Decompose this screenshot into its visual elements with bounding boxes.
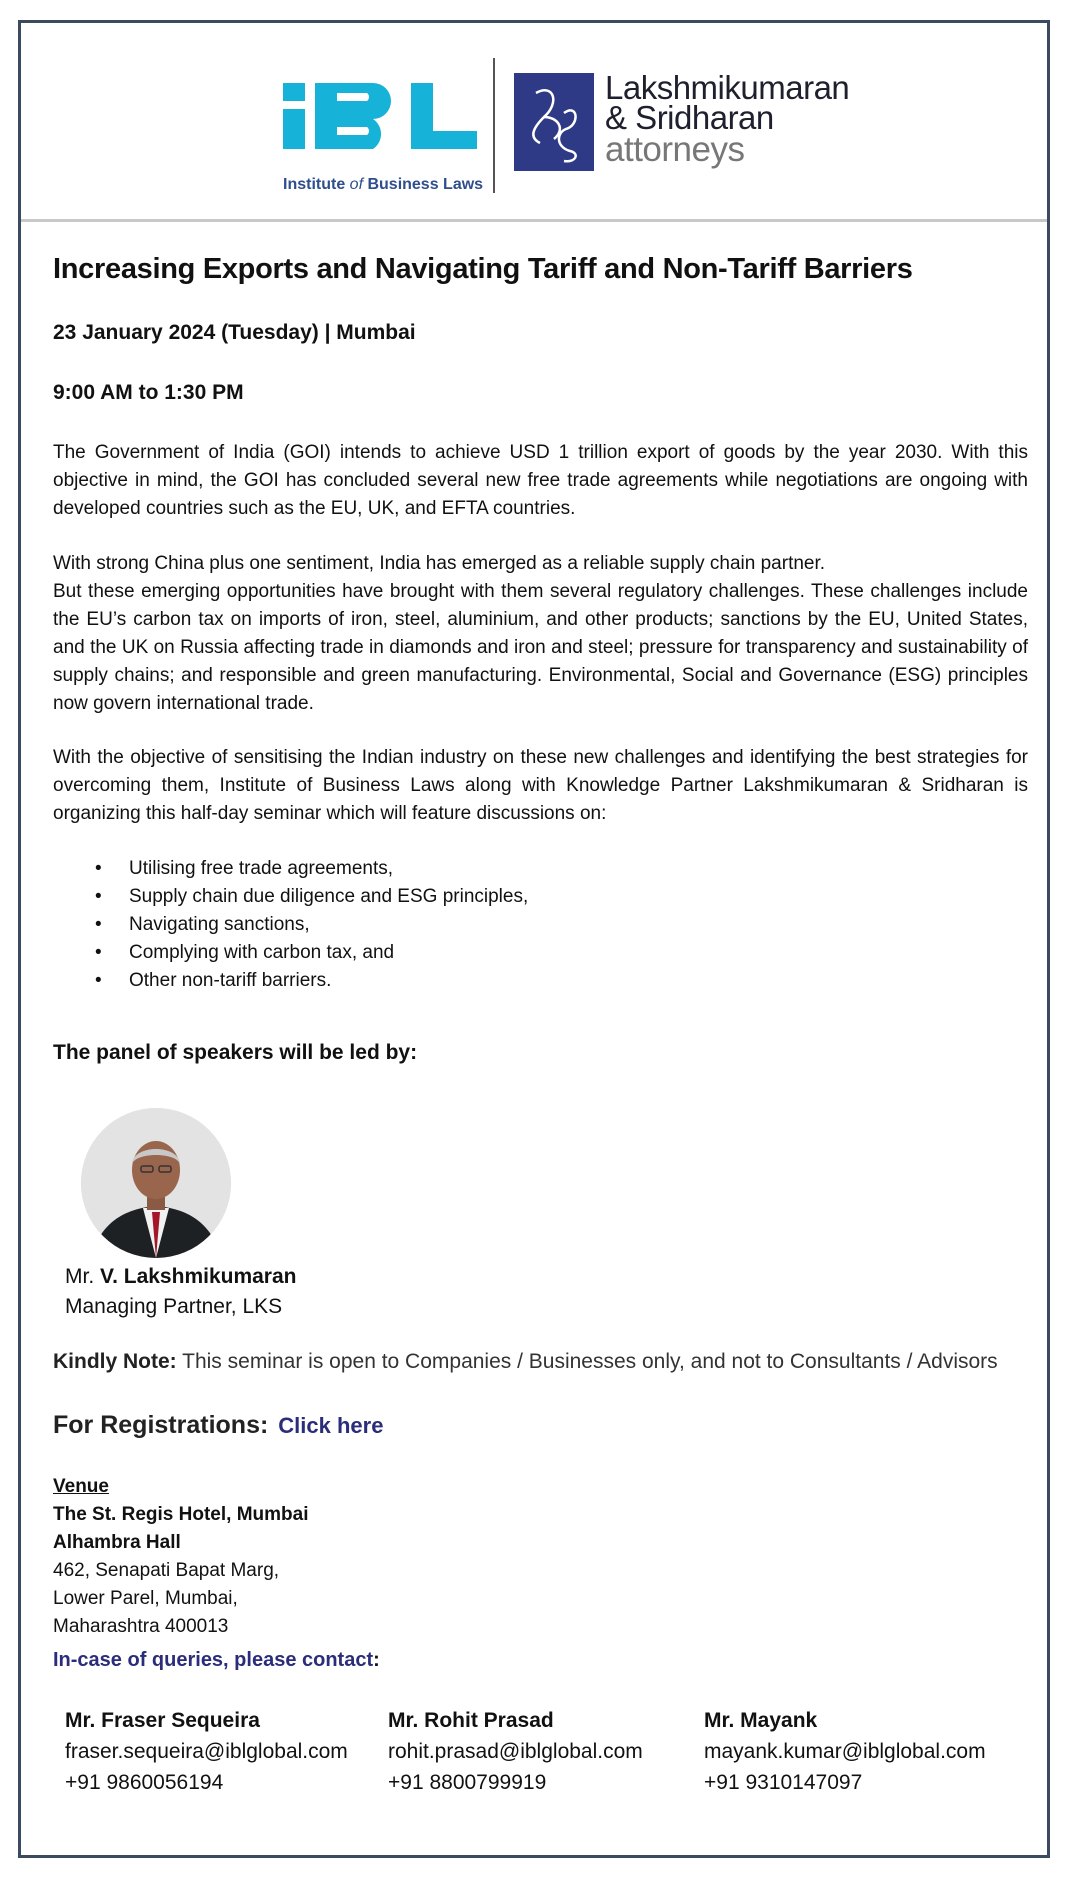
- ibl-logo-mark-icon: [283, 73, 483, 163]
- content: [53, 253, 1028, 1794]
- lks-wordmark: [605, 69, 850, 169]
- list-item: • Other non-tariff barriers.: [95, 967, 528, 995]
- lks-line-3: attorneys: [605, 130, 745, 169]
- header-logos: [21, 23, 1047, 222]
- contact-phone: +91 8800799919: [388, 1771, 547, 1794]
- contact-phone: +91 9310147097: [704, 1771, 863, 1794]
- venue-heading: Venue: [53, 1476, 109, 1497]
- venue-address-line: 462, Senapati Bapat Marg,: [53, 1560, 280, 1581]
- speaker-prefix: Mr.: [65, 1265, 100, 1288]
- venue-hotel: The St. Regis Hotel, Mumbai: [53, 1504, 309, 1525]
- queries-colon: :: [373, 1649, 380, 1671]
- venue-address-line: Maharashtra 400013: [53, 1616, 229, 1637]
- speaker-name-text: V. Lakshmikumaran: [100, 1265, 297, 1288]
- paragraph-seminar: With the objective of sensitising the Indian industry on these new challenges and identifying the best strategies for overcoming them, Institute of Business Laws along with Knowledge Partner Lakshmikumaran & Sridharan is organizing this half-day seminar which will feature discussions on:: [53, 747, 1028, 824]
- venue-address-line: Lower Parel, Mumbai,: [53, 1588, 238, 1609]
- paragraph-challenges: But these emerging opportunities have brought with them several regulatory challenges. These challenges include the EU’s carbon tax on imports of iron, steel, aluminium, and other products; sanctions by the EU, United States, and the UK on Russia affecting trade in diamonds and iron and steel; pressure for transparency and sustainability of supply chains; and responsible and green manufacturing. Environmental, Social and Governance (ESG) principles now govern international trade.: [53, 581, 1028, 714]
- contact-email[interactable]: fraser.sequeira@iblglobal.com: [65, 1740, 348, 1763]
- contact-phone: +91 9860056194: [65, 1771, 224, 1794]
- kindly-note: [53, 1347, 1028, 1377]
- queries-heading: [53, 1649, 380, 1672]
- contact-email[interactable]: rohit.prasad@iblglobal.com: [388, 1740, 643, 1763]
- contact-card: [65, 1705, 348, 1798]
- event-time: 9:00 AM to 1:30 PM: [53, 381, 244, 404]
- paragraph-china-plus-one: With strong China plus one sentiment, India has emerged as a reliable supply chain partner.: [53, 553, 826, 574]
- venue-block: [53, 1473, 308, 1641]
- lks-monogram-icon: [514, 73, 594, 171]
- ibl-caption-of: of: [349, 176, 364, 193]
- date-location: 23 January 2024 (Tuesday) | Mumbai: [53, 321, 416, 344]
- page-title: Increasing Exports and Navigating Tariff and Non-Tariff Barriers: [53, 253, 913, 285]
- panel-heading: The panel of speakers will be led by:: [53, 1041, 418, 1064]
- lks-line-2: & Sridharan: [605, 99, 774, 136]
- list-item: • Utilising free trade agreements,: [95, 855, 528, 883]
- contact-card: [388, 1705, 643, 1798]
- speaker-name: [65, 1265, 297, 1289]
- registration-label: For Registrations:: [53, 1411, 269, 1439]
- registration: [53, 1411, 383, 1440]
- flyer-frame: [18, 20, 1050, 1858]
- contact-name: Mr. Rohit Prasad: [388, 1709, 554, 1732]
- speaker-role: Managing Partner, LKS: [65, 1295, 283, 1318]
- queries-text: In-case of queries, please contact: [53, 1649, 374, 1671]
- logo-divider: [493, 58, 495, 193]
- contact-name: Mr. Mayank: [704, 1709, 818, 1732]
- list-item: • Navigating sanctions,: [95, 911, 528, 939]
- list-item: • Complying with carbon tax, and: [95, 939, 528, 967]
- note-label: Kindly Note:: [53, 1350, 177, 1373]
- contact-card: [704, 1705, 986, 1798]
- ibl-caption-suffix: Business Laws: [363, 176, 484, 193]
- topics-list: [95, 855, 528, 995]
- contact-name: Mr. Fraser Sequeira: [65, 1709, 260, 1732]
- speaker-photo: [81, 1108, 231, 1258]
- ibl-caption-prefix: Institute: [283, 176, 350, 193]
- contact-email[interactable]: mayank.kumar@iblglobal.com: [704, 1740, 986, 1763]
- paragraph-intro: The Government of India (GOI) intends to achieve USD 1 trillion export of goods by the year 2030. With this objective in mind, the GOI has concluded several new free trade agreements while negotiations are ongoing with developed countries such as the EU, UK, and EFTA countries.: [53, 442, 1028, 519]
- ibl-caption: [283, 176, 483, 194]
- ibl-logo: [283, 73, 503, 203]
- venue-hall: Alhambra Hall: [53, 1532, 181, 1553]
- register-link[interactable]: Click here: [278, 1413, 384, 1438]
- list-item: • Supply chain due diligence and ESG principles,: [95, 883, 528, 911]
- note-text: This seminar is open to Companies / Businesses only, and not to Consultants / Advisors: [176, 1350, 998, 1373]
- lks-line-1: Lakshmikumaran: [605, 69, 850, 106]
- speaker-portrait-icon: [81, 1108, 231, 1258]
